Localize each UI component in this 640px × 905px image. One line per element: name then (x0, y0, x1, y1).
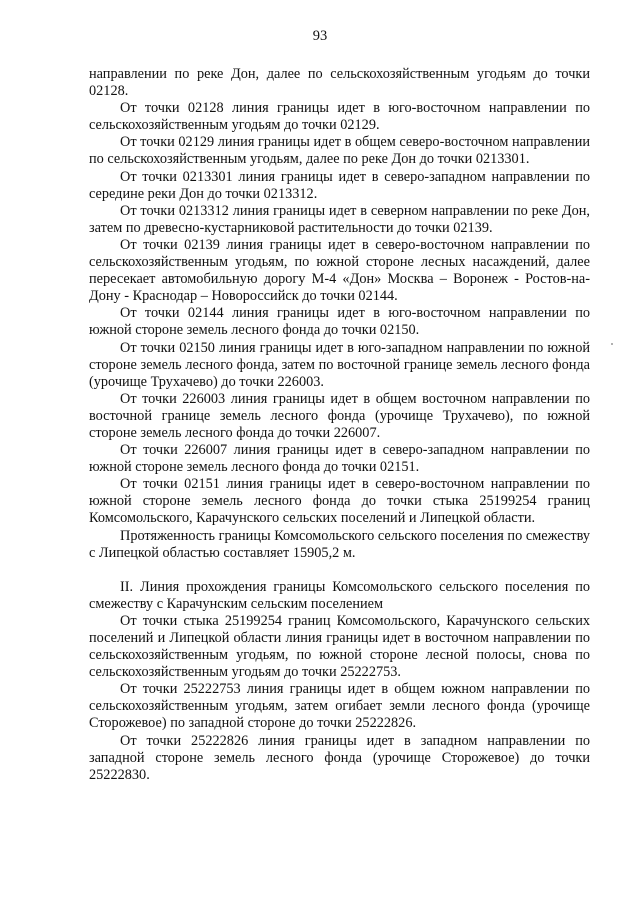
paragraph: От точки 226003 линия границы идет в общем восточном направлении по восточной границе земель лесного фонда (урочище Трухачево), по южной стороне земель лесного фонда до точки 226007. (89, 390, 590, 441)
paragraph-continuation: направлении по реке Дон, далее по сельскохозяйственным угодьям до точки 02128. (89, 66, 590, 100)
paragraph: От точки 226007 линия границы идет в северо-западном направлении по южной стороне земель лесного фонда до точки 02151. (89, 442, 590, 476)
paragraph: От точки 25222753 линия границы идет в общем южном направлении по сельскохозяйственным угодьям, затем огибает земли лесного фонда (урочище Сторожевое) по западной стороне до точки 25222826. (89, 681, 590, 732)
paragraph: От точки 02150 линия границы идет в юго-западном направлении по южной стороне земель лесного фонда, затем по восточной границе земель лесного фонда (урочище Трухачево) до точки 226003. (89, 339, 590, 390)
paragraph: От точки 0213312 линия границы идет в северном направлении по реке Дон, затем по древесно-кустарниковой растительности до точки 02139. (89, 202, 590, 236)
paragraph: От точки 02144 линия границы идет в юго-восточном направлении по южной стороне земель лесного фонда до точки 02150. (89, 305, 590, 339)
section-heading: II. Линия прохождения границы Комсомольского сельского поселения по смежеству с Карачунским сельским поселением (89, 578, 590, 612)
paragraph: От точки 25222826 линия границы идет в западном направлении по западной стороне земель лесного фонда (урочище Сторожевое) до точки 25222830. (89, 732, 590, 783)
page-number: 93 (312, 28, 328, 44)
paragraph: От точки 0213301 линия границы идет в северо-западном направлении по середине реки Дон до точки 0213312. (89, 168, 590, 202)
document-body (89, 66, 590, 784)
scan-speck (611, 343, 613, 345)
section-gap (89, 562, 590, 579)
paragraph: От точки 02129 линия границы идет в общем северо-восточном направлении по сельскохозяйственным угодьям, далее по реке Дон до точки 0213301. (89, 134, 590, 168)
paragraph: От точки стыка 25199254 границ Комсомольского, Карачунского сельских поселений и Липецкой области линия границы идет в восточном направлении по сельскохозяйственным угодьям, по южной стороне лесной полосы, снова по сельскохозяйственным угодьям до точки 25222753. (89, 612, 590, 681)
paragraph: От точки 02139 линия границы идет в северо-восточном направлении по сельскохозяйственным угодьям, по южной стороне лесных насаждений, далее пересекает автомобильную дорогу М-4 «Дон» Москва – Воронеж - Ростов-на-Дону - Краснодар – Новороссийск до точки 02144. (89, 236, 590, 305)
paragraph: От точки 02128 линия границы идет в юго-восточном направлении по сельскохозяйственным угодьям до точки 02129. (89, 100, 590, 134)
paragraph: От точки 02151 линия границы идет в северо-восточном направлении по южной стороне земель лесного фонда до точки стыка 25199254 границ Комсомольского, Карачунского сельских поселений и Липецкой области. (89, 476, 590, 527)
length-summary: Протяженность границы Комсомольского сельского поселения по смежеству с Липецкой областью составляет 15905,2 м. (89, 527, 590, 561)
